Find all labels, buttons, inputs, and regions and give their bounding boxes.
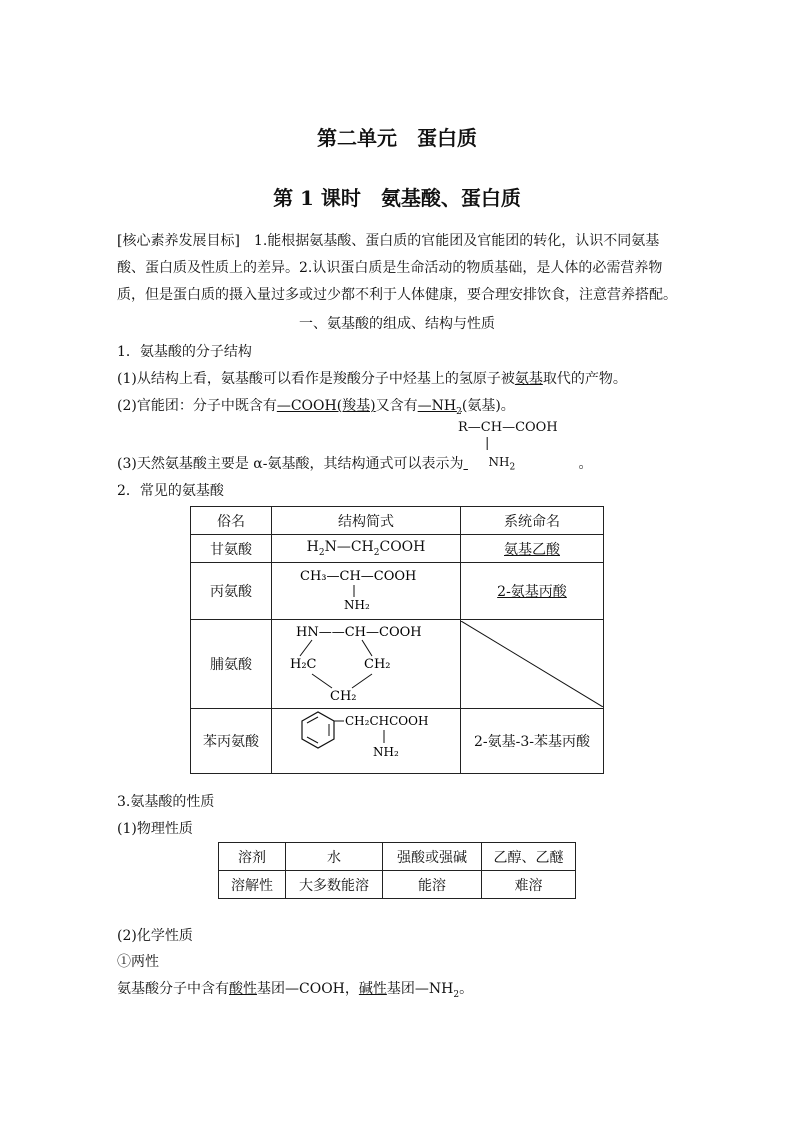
phenylalanine-structure bbox=[272, 709, 460, 769]
text: 取代的产物。 bbox=[542, 371, 627, 387]
header-cell: 结构简式 bbox=[272, 507, 461, 535]
goal-text: 1.能根据氨基酸、蛋白质的官能团及官能团的转化，认识不同氨基酸、蛋白质及性质上的差异。2.认识蛋白质是生命活动的物质基础，是人体的必需营养物质，但是蛋白质的摄入量过多或过少都不利于人体健康，要合理安排饮食，注意营养搭配。 bbox=[117, 233, 677, 303]
diagonal-line bbox=[461, 621, 603, 707]
table-row bbox=[191, 535, 604, 563]
table-header-row bbox=[219, 843, 576, 871]
table-row bbox=[191, 709, 604, 774]
answer-blank: —COOH(羧基) bbox=[276, 398, 376, 414]
text: (1)从结构上看，氨基酸可以看作是羧酸分子中烃基上的氢原子被 bbox=[117, 371, 515, 387]
s1-p2 bbox=[117, 395, 515, 417]
table-row bbox=[191, 620, 604, 709]
text: 氨基酸分子中含有 bbox=[117, 981, 229, 997]
structure-cell bbox=[272, 563, 461, 620]
s3-heading: 3.氨基酸的性质 bbox=[117, 794, 215, 810]
header-cell: 乙醇、乙醚 bbox=[482, 843, 576, 871]
physical-heading: (1)物理性质 bbox=[117, 821, 193, 837]
svg-text:CH₃—CH—COOH: CH₃—CH—COOH bbox=[300, 569, 417, 584]
svg-text:CH₂: CH₂ bbox=[330, 689, 357, 704]
structure-cell: $H_2N—CH_2COOH$ bbox=[272, 535, 461, 563]
section1-heading: 一、氨基酸的组成、结构与性质 bbox=[299, 316, 495, 332]
header-cell: 系统命名 bbox=[461, 507, 604, 535]
system-name-cell: 氨基乙酸 bbox=[461, 535, 604, 563]
header-cell: 溶剂 bbox=[219, 843, 286, 871]
table-row bbox=[219, 871, 576, 899]
answer-blank: 酸性 bbox=[229, 981, 257, 997]
name-cell: 甘氨酸 bbox=[191, 535, 272, 563]
text: (2)官能团：分子中既含有 bbox=[117, 398, 277, 414]
header-cell: 水 bbox=[286, 843, 383, 871]
text: 又含有 bbox=[375, 398, 418, 414]
system-name-cell: 2-氨基丙酸 bbox=[461, 563, 604, 620]
s1-p1 bbox=[117, 368, 627, 388]
name-cell: 苯丙氨酸 bbox=[191, 709, 272, 774]
system-name-cell: 2-氨基-3-苯基丙酸 bbox=[461, 709, 604, 774]
proline-structure bbox=[272, 620, 460, 704]
s2-heading: 2．常见的氨基酸 bbox=[117, 483, 224, 499]
lesson-title: 第 1 课时 氨基酸、蛋白质 bbox=[273, 186, 521, 210]
text: 。 bbox=[578, 456, 593, 472]
svg-text:CH₂: CH₂ bbox=[364, 657, 391, 672]
empty-cell bbox=[461, 620, 604, 709]
header-cell: 俗名 bbox=[191, 507, 272, 535]
text: 基团—COOH， bbox=[257, 981, 359, 997]
s1-heading: 1．氨基酸的分子结构 bbox=[117, 344, 252, 360]
unit-title: 第二单元 蛋白质 bbox=[317, 126, 477, 150]
text: (3)天然氨基酸主要是 α-氨基酸，其结构通式可以表示为 bbox=[117, 456, 464, 472]
amphoteric-heading: ①两性 bbox=[117, 954, 159, 970]
learning-goals bbox=[117, 228, 687, 309]
answer-blank: 氨基 bbox=[514, 371, 543, 387]
text: 。 bbox=[459, 981, 474, 997]
structure-cell bbox=[272, 620, 461, 709]
cell: 难溶 bbox=[482, 871, 576, 899]
svg-text:NH₂: NH₂ bbox=[373, 745, 399, 759]
svg-text:HN——CH—COOH: HN——CH—COOH bbox=[296, 625, 422, 640]
answer-blank: 碱性 bbox=[358, 981, 387, 997]
svg-text:CH₂CHCOOH: CH₂CHCOOH bbox=[345, 714, 429, 728]
solubility-table bbox=[218, 842, 576, 899]
svg-text:H₂C: H₂C bbox=[290, 657, 317, 672]
table-header-row bbox=[191, 507, 604, 535]
chemical-heading: (2)化学性质 bbox=[117, 928, 193, 944]
table-row bbox=[191, 563, 604, 620]
cell: 溶解性 bbox=[219, 871, 286, 899]
cell: 大多数能溶 bbox=[286, 871, 383, 899]
cell: 能溶 bbox=[383, 871, 482, 899]
goal-label: [核心素养发展目标] bbox=[117, 233, 240, 249]
amino-acid-table bbox=[190, 506, 604, 774]
structure-cell bbox=[272, 709, 461, 774]
text: (氨基)。 bbox=[461, 398, 515, 414]
formula-top: R—CH—COOH bbox=[458, 420, 558, 435]
s1-p3 bbox=[117, 453, 592, 473]
name-cell: 脯氨酸 bbox=[191, 620, 272, 709]
header-cell: 强酸或强碱 bbox=[383, 843, 482, 871]
formula-blank bbox=[463, 456, 578, 472]
amphoteric-text: 氨基酸分子中含有酸性基团—COOH，碱性基团$—NH_2$。 bbox=[117, 981, 474, 1000]
formula-bond: | bbox=[485, 436, 490, 451]
answer-blank: $—NH_2$ bbox=[417, 398, 462, 417]
alanine-structure bbox=[272, 563, 460, 615]
formula-nh: $NH_2$ bbox=[488, 455, 516, 473]
svg-text:NH₂: NH₂ bbox=[344, 598, 370, 612]
name-cell: 丙氨酸 bbox=[191, 563, 272, 620]
text: 基团—NH bbox=[386, 981, 454, 997]
